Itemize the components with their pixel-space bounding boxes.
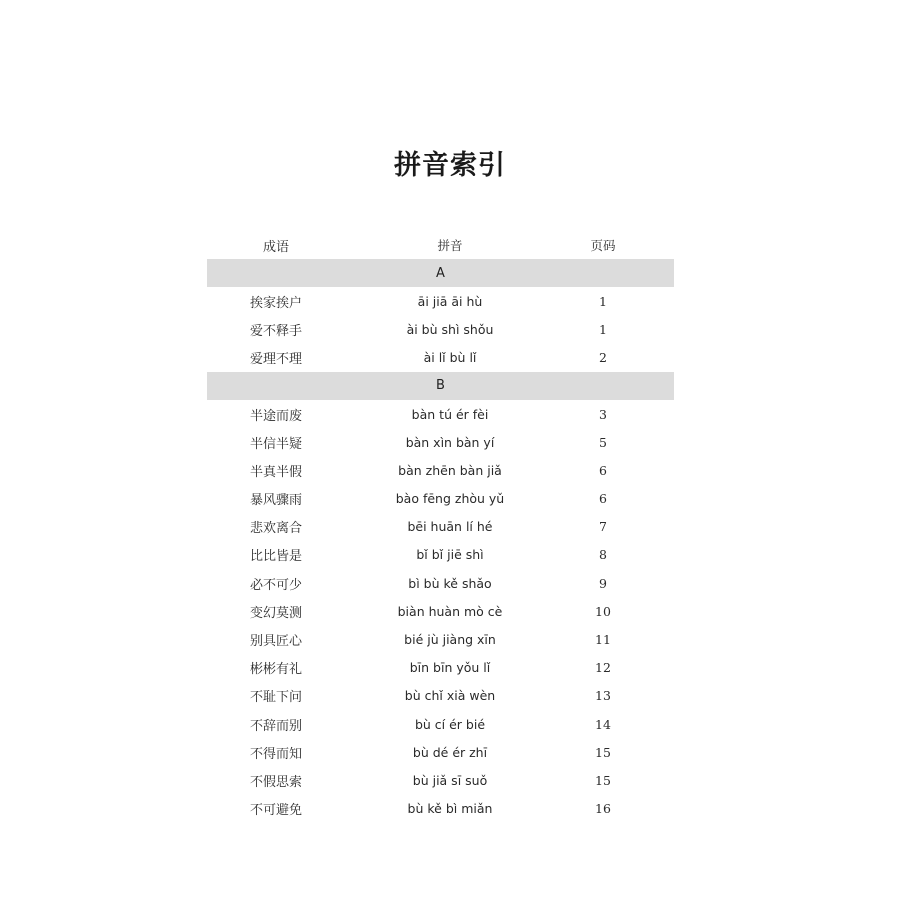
idiom-cell: 变幻莫测 xyxy=(249,605,302,621)
page-number-cell: 8 xyxy=(599,547,607,563)
page-number-cell: 1 xyxy=(599,321,607,337)
pinyin-index-table xyxy=(207,231,674,823)
table-row xyxy=(207,597,674,625)
table-row xyxy=(207,738,674,766)
pinyin-cell: bié jù jiàng xīn xyxy=(404,632,496,648)
section-letter: B xyxy=(436,378,445,394)
idiom-cell: 别具匠心 xyxy=(249,634,302,650)
idiom-cell: 不耻下问 xyxy=(249,690,302,706)
idiom-cell: 悲欢离合 xyxy=(249,521,302,537)
page-number-cell: 15 xyxy=(595,744,611,760)
table-row xyxy=(207,287,674,315)
page-number-cell: 3 xyxy=(599,406,607,422)
pinyin-cell: bàn xìn bàn yí xyxy=(405,434,495,450)
column-header-page: 页码 xyxy=(590,238,616,253)
column-header-pinyin: 拼音 xyxy=(437,238,463,253)
page-number-cell: 14 xyxy=(595,716,611,732)
table-row xyxy=(207,569,674,597)
pinyin-cell: bù jiǎ sī suǒ xyxy=(412,772,488,788)
idiom-cell: 半途而废 xyxy=(249,408,302,424)
pinyin-cell: bàn zhēn bàn jiǎ xyxy=(398,462,502,478)
page-number-cell: 6 xyxy=(599,462,607,478)
idiom-cell: 必不可少 xyxy=(249,577,302,593)
pinyin-cell: bù chǐ xià wèn xyxy=(404,688,496,704)
table-header-row xyxy=(207,231,674,259)
idiom-cell: 暴风骤雨 xyxy=(249,493,302,509)
idiom-cell: 挨家挨户 xyxy=(249,295,302,311)
idiom-cell: 爱理不理 xyxy=(249,352,302,368)
pinyin-cell: bù kě bì miǎn xyxy=(407,801,493,817)
page-number-cell: 9 xyxy=(599,575,607,591)
idiom-cell: 半真半假 xyxy=(249,464,302,480)
column-header-idiom: 成语 xyxy=(262,239,289,255)
pinyin-cell: āi jiā āi hù xyxy=(417,293,483,309)
page-number-cell: 6 xyxy=(599,491,607,507)
section-header-a xyxy=(207,259,674,287)
table-row xyxy=(207,456,674,484)
idiom-cell: 不假思索 xyxy=(249,774,302,790)
table-row xyxy=(207,795,674,823)
table-row xyxy=(207,625,674,653)
page-number-cell: 1 xyxy=(599,293,607,309)
page-number-cell: 11 xyxy=(595,632,611,648)
idiom-cell: 爱不释手 xyxy=(249,323,302,339)
pinyin-cell: bīn bīn yǒu lǐ xyxy=(409,660,491,676)
idiom-cell: 不可避免 xyxy=(249,803,302,819)
idiom-cell: 半信半疑 xyxy=(249,436,302,452)
page-number-cell: 15 xyxy=(595,772,611,788)
page-number-cell: 5 xyxy=(599,434,607,450)
pinyin-cell: ài bù shì shǒu xyxy=(406,321,494,337)
page-number-cell: 13 xyxy=(595,688,611,704)
idiom-cell: 比比皆是 xyxy=(249,549,302,565)
page-number-cell: 10 xyxy=(595,603,611,619)
page-title: 拼音索引 xyxy=(394,150,506,181)
table-row xyxy=(207,400,674,428)
pinyin-cell: biàn huàn mò cè xyxy=(397,603,503,619)
pinyin-cell: bàn tú ér fèi xyxy=(411,406,489,422)
idiom-cell: 不得而知 xyxy=(249,746,302,762)
pinyin-cell: bēi huān lí hé xyxy=(407,519,493,535)
table-row xyxy=(207,315,674,343)
table-row xyxy=(207,766,674,794)
page-number-cell: 2 xyxy=(599,350,607,366)
table-row xyxy=(207,654,674,682)
pinyin-cell: bǐ bǐ jiē shì xyxy=(416,547,484,563)
section-letter: A xyxy=(436,265,445,281)
pinyin-cell: bù cí ér bié xyxy=(414,716,486,732)
idiom-cell: 彬彬有礼 xyxy=(249,662,302,678)
idiom-cell: 不辞而别 xyxy=(249,718,302,734)
page-number-cell: 7 xyxy=(599,519,607,535)
table-row xyxy=(207,513,674,541)
table-row xyxy=(207,428,674,456)
pinyin-cell: bào fēng zhòu yǔ xyxy=(395,491,505,507)
table-row xyxy=(207,710,674,738)
pinyin-cell: ài lǐ bù lǐ xyxy=(423,350,477,366)
table-row xyxy=(207,485,674,513)
pinyin-cell: bù dé ér zhī xyxy=(412,744,488,760)
table-row xyxy=(207,541,674,569)
page-number-cell: 12 xyxy=(595,660,611,676)
pinyin-cell: bì bù kě shǎo xyxy=(408,575,492,591)
table-row xyxy=(207,682,674,710)
page-number-cell: 16 xyxy=(595,801,611,817)
table-row xyxy=(207,344,674,372)
section-header-b xyxy=(207,372,674,400)
